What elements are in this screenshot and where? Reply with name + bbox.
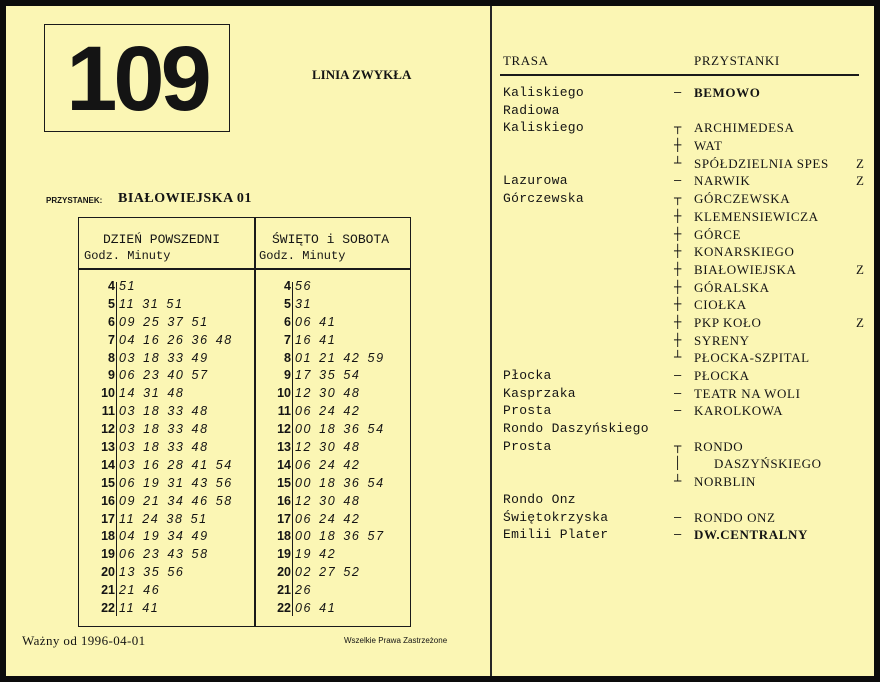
hour-row [263,511,408,529]
route-stop [668,314,864,332]
hour-row [87,439,247,457]
minutes: 00 18 36 54 [295,422,385,437]
stop-label-text: GÓRCE [694,226,742,242]
route-stops [668,84,864,544]
hour: 21 [101,583,115,598]
hour-row [263,457,408,475]
hour-row [263,350,408,368]
stop-label-text: DASZYŃSKIEGO [714,456,822,472]
stop-label-text: PKP KOŁO [694,314,762,330]
route-stop [668,279,864,297]
minutes: 51 [119,279,137,293]
line-number: 109 [44,24,230,132]
route-stop [668,155,864,173]
route-stop [668,420,864,438]
route-street [503,155,649,173]
stop-label-text: RONDO [694,438,744,454]
hour: 5 [284,296,291,311]
route-marker-icon: ┼ [674,138,682,153]
route-marker-icon: ┼ [674,314,682,329]
hour: 16 [101,493,115,508]
minutes: 06 24 42 [295,511,361,526]
route-stop [668,455,864,473]
hour-row [263,296,408,314]
route-marker-icon: ┼ [674,226,682,241]
weekday-hours [87,278,247,618]
hour-row [87,457,247,475]
hour-row [263,403,408,421]
route-street: Rondo Onz [503,491,576,507]
hour: 19 [277,547,291,562]
hour-row [263,493,408,511]
minutes: 19 42 [295,547,337,562]
route-marker-icon: ┬ [674,120,682,135]
route-street [503,208,649,226]
route-marker-icon: – [674,173,682,188]
minutes: 03 18 33 48 [119,440,209,455]
minutes: 06 41 [295,314,337,329]
hour: 9 [108,368,115,383]
route-stop [668,473,864,491]
hour: 13 [101,440,115,455]
route-header: TRASA [503,53,549,68]
stop-label-text: KONARSKIEGO [694,244,795,260]
hour-row [87,582,247,600]
stop-label-text: NARWIK [694,173,751,189]
minutes: 06 41 [295,601,337,616]
route-street [503,332,649,350]
header-rule [500,74,859,76]
hour: 19 [101,547,115,562]
stop-label: PRZYSTANEK: [46,196,103,205]
route-marker-icon: ┬ [674,438,682,453]
route-street [503,261,649,279]
holiday-hours [263,278,408,618]
route-marker-icon: ┼ [674,279,682,294]
route-street: Radiowa [503,102,560,118]
minutes: 01 21 42 59 [295,350,385,365]
route-street: Prosta [503,438,552,454]
route-marker-icon: ┴ [674,350,682,365]
route-stop [668,208,864,226]
hour: 18 [277,529,291,544]
route-street [503,226,649,244]
route-marker-icon: ┴ [674,155,682,170]
route-marker-icon: ┬ [674,191,682,206]
route-marker-icon: ┼ [674,261,682,276]
stop-label-text: SYRENY [694,332,750,348]
route-stop [668,491,864,509]
stops-header: PRZYSTANKI [694,53,780,68]
minutes: 06 24 42 [295,404,361,419]
hour: 18 [101,529,115,544]
stop-label-text: SPÓŁDZIELNIA SPES [694,155,829,171]
minutes: 03 18 33 48 [119,422,209,437]
stop-label-text: GÓRCZEWSKA [694,191,791,207]
minutes: 09 21 34 46 58 [119,493,233,508]
hour: 13 [277,440,291,455]
route-marker-icon: – [674,385,682,400]
route-stop [668,84,864,102]
stop-label-text: BIAŁOWIEJSKA [694,261,797,277]
hour-row [263,600,408,618]
route-street: Emilii Plater [503,527,609,543]
hour-row [87,493,247,511]
stop-label-text: DW.CENTRALNY [694,527,808,543]
hour: 17 [277,511,291,526]
route-stop [668,332,864,350]
hour-row [263,439,408,457]
hour-row [87,528,247,546]
hour-row [87,278,247,296]
route-street [503,473,649,491]
line-type: LINIA ZWYKŁA [312,67,412,82]
stop-label-text: GÓRALSKA [694,279,770,295]
hour-row [87,511,247,529]
hour-row [87,403,247,421]
hour: 22 [277,601,291,616]
stop-label-text: ARCHIMEDESA [694,120,795,136]
route-marker-icon: – [674,368,682,382]
hour-row [87,600,247,618]
on-request-mark: Z [856,155,864,171]
route-street [503,455,649,473]
hour: 15 [277,475,291,490]
hour-row [87,421,247,439]
route-stop [668,243,864,261]
stop-label-text: CIOŁKA [694,297,747,313]
rights-notice: Wszelkie Prawa Zastrzeżone [344,636,448,645]
route-street [503,137,649,155]
hour-row [87,314,247,332]
table-header-rule [79,268,410,270]
weekday-title: DZIEŃ POWSZEDNI [103,232,221,247]
hour: 17 [101,511,115,526]
stop-label-text: KLEMENSIEWICZA [694,208,819,224]
stop-label-text: BEMOWO [694,85,761,100]
hour-row [87,350,247,368]
route-street: Kaliskiego [503,120,585,136]
stop-label-text: RONDO ONZ [694,509,776,525]
minutes: 06 19 31 43 56 [119,475,233,490]
minutes: 11 41 [119,601,160,616]
minutes: 26 [295,583,313,598]
route-stop [668,261,864,279]
minutes: 16 41 [295,332,337,347]
stop-label-text: WAT [694,138,723,154]
route-marker-icon: ┴ [674,474,682,489]
hour: 14 [101,457,115,472]
hour: 6 [108,314,115,329]
hour: 22 [101,601,115,616]
minutes: 03 18 33 48 [119,404,209,419]
minutes: 06 23 43 58 [119,547,209,562]
hour: 7 [108,332,115,347]
hour: 6 [284,314,291,329]
hour-row [263,385,408,403]
minutes: 11 31 51 [119,296,184,311]
route-street [503,314,649,332]
route-stop [668,119,864,137]
minutes: 56 [295,279,313,293]
route-stop [668,385,864,403]
route-stop [668,137,864,155]
route-stop [668,226,864,244]
route-stop [668,526,864,544]
hour-row [263,546,408,564]
table-divider [254,218,256,626]
route-street [503,279,649,297]
minutes: 31 [295,296,313,311]
hour: 20 [277,565,291,580]
route-stop [668,509,864,527]
minutes: 02 27 52 [295,565,361,580]
minutes: 06 23 40 57 [119,368,209,383]
hour-row [263,564,408,582]
stop-label-text: TEATR NA WOLI [694,385,801,401]
stop-name: BIAŁOWIEJSKA 01 [118,191,252,206]
holiday-subtitle: Godz. Minuty [259,249,346,263]
hour-row [263,367,408,385]
route-stop [668,367,864,385]
route-stop [668,402,864,420]
route-marker-icon: – [674,527,682,542]
route-street: Kaliskiego [503,85,585,100]
minutes: 17 35 54 [295,368,361,383]
route-street: Rondo Daszyńskiego [503,421,649,437]
fold-line [490,6,492,676]
hour: 12 [277,422,291,437]
route-street: Górczewska [503,191,585,207]
route-marker-icon: ┼ [674,208,682,223]
minutes: 21 46 [119,583,161,598]
stop-label-text: KAROLKOWA [694,403,784,419]
minutes: 09 25 37 51 [119,314,209,329]
hour: 8 [108,350,115,365]
minutes: 03 16 28 41 54 [119,457,233,472]
hour: 4 [108,279,115,293]
route-marker-icon: │ [674,456,682,471]
hour-row [87,475,247,493]
hour: 14 [277,457,291,472]
minutes: 14 31 48 [119,386,185,401]
hour: 16 [277,493,291,508]
hour: 11 [101,404,115,419]
minutes: 00 18 36 54 [295,475,385,490]
departure-table [78,217,411,627]
hour-row [263,421,408,439]
hour: 8 [284,350,291,365]
route-street [503,296,649,314]
hour: 10 [101,386,115,401]
holiday-title: ŚWIĘTO i SOBOTA [272,232,390,247]
hour: 11 [277,404,291,419]
hour: 20 [101,565,115,580]
route-street: Płocka [503,368,552,383]
hour: 21 [277,583,291,598]
hour: 10 [277,386,291,401]
hour-row [87,296,247,314]
hour-row [87,367,247,385]
route-stop [668,190,864,208]
route-stop [668,296,864,314]
route-street [503,349,649,367]
route-marker-icon: ┼ [674,297,682,312]
route-stop [668,102,864,120]
minutes: 06 24 42 [295,457,361,472]
stop-label-text: NORBLIN [694,474,756,490]
minutes: 12 30 48 [295,493,361,508]
minutes: 11 24 38 51 [119,511,208,526]
minutes: 03 18 33 49 [119,350,209,365]
hour-row [87,546,247,564]
timetable-sheet [6,6,874,676]
minutes: 00 18 36 57 [295,529,385,544]
stop-label-text: PŁOCKA [694,368,750,383]
minutes: 12 30 48 [295,440,361,455]
route-streets [503,84,649,544]
route-marker-icon: – [674,509,682,524]
on-request-mark: Z [856,173,864,189]
hour-row [263,278,408,296]
hour-row [263,528,408,546]
minutes: 04 16 26 36 48 [119,332,233,347]
minutes: 13 35 56 [119,565,185,580]
hour: 7 [284,332,291,347]
valid-from: Ważny od 1996-04-01 [22,633,146,648]
route-street: Świętokrzyska [503,509,609,525]
hour-row [263,314,408,332]
hour-row [263,582,408,600]
hour: 5 [108,296,115,311]
on-request-mark: Z [856,314,864,330]
minutes: 12 30 48 [295,386,361,401]
route-street [503,243,649,261]
minutes: 04 19 34 49 [119,529,209,544]
route-stop [668,172,864,190]
route-stop [668,438,864,456]
on-request-mark: Z [856,261,864,277]
route-marker-icon: ┼ [674,244,682,259]
hour-row [263,332,408,350]
route-street: Lazurowa [503,173,568,189]
weekday-subtitle: Godz. Minuty [84,249,171,263]
route-marker-icon: – [674,85,682,99]
route-marker-icon: ┼ [674,332,682,347]
route-marker-icon: – [674,403,682,418]
hour: 4 [284,279,291,293]
hour: 9 [284,368,291,383]
hour-row [263,475,408,493]
hour-row [87,385,247,403]
route-street: Prosta [503,403,552,419]
route-stop [668,349,864,367]
route-street: Kasprzaka [503,385,576,401]
hour: 15 [101,475,115,490]
hour: 12 [101,422,115,437]
hour-row [87,564,247,582]
hour-row [87,332,247,350]
stop-label-text: PŁOCKA-SZPITAL [694,350,810,366]
